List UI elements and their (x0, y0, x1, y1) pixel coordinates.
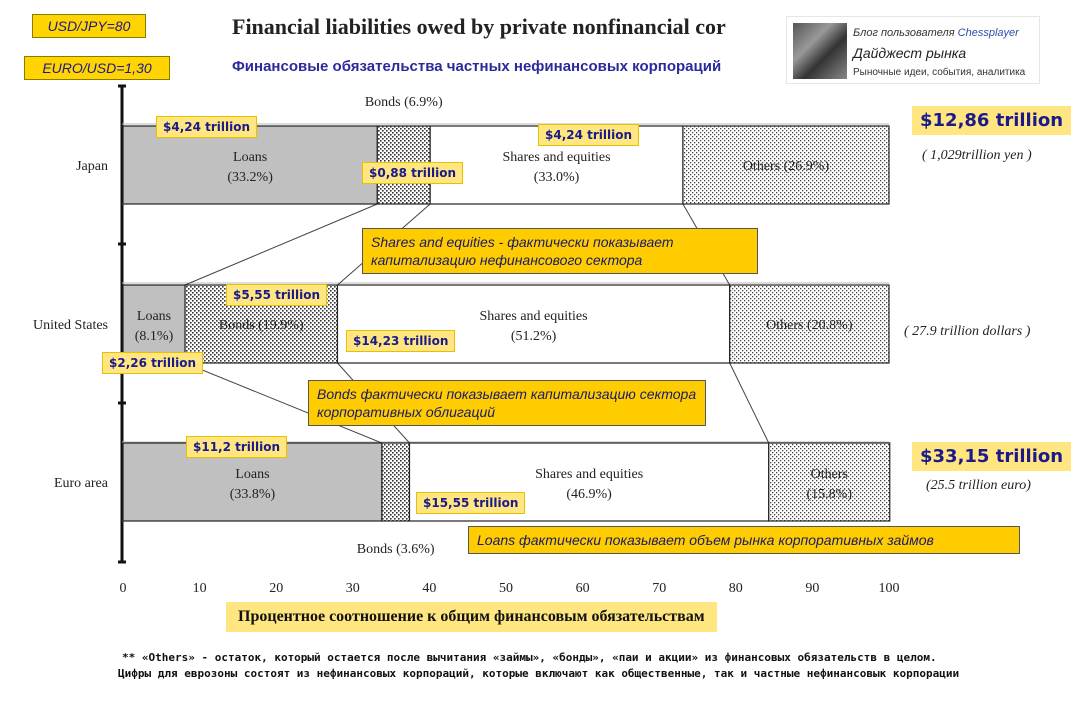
x-tick-label-100: 100 (878, 581, 900, 596)
blog-user-line: Блог пользователя Chessplayer (853, 27, 1019, 39)
tag-japan-shares: $4,24 trillion (538, 124, 639, 146)
footnote-euro: Цифры для еврозоны состоят из нефинансовых корпораций, которые включают как общественные, так и частные нефинансовык корпорации (118, 667, 960, 680)
x-tick-label-30: 30 (345, 581, 360, 596)
tag-us-shares: $14,23 trillion (346, 330, 455, 352)
connector-0-1 (185, 204, 377, 285)
blog-user-link[interactable]: Chessplayer (957, 27, 1019, 39)
x-tick-label-0: 0 (119, 581, 127, 596)
x-tick-label-40: 40 (422, 581, 437, 596)
total-japan-local: ( 1,029trillion yen ) (922, 148, 1032, 163)
total-euro-local: (25.5 trillion euro) (926, 478, 1031, 493)
x-tick-label-70: 70 (652, 581, 667, 596)
x-tick-label-60: 60 (575, 581, 590, 596)
bar-label-euro-area-others: Others (810, 467, 848, 482)
tag-euro-shares: $15,55 trillion (416, 492, 525, 514)
bar-label-united-states-shares-and-equities-pct: (51.2%) (510, 329, 557, 344)
bar-label-united-states-bonds: Bonds (19.9%) (218, 318, 304, 333)
bar-label-japan-others: Others (26.9%) (742, 159, 830, 174)
bar-euro-area-bonds (382, 443, 410, 521)
bar-label-euro-area-shares-and-equities: Shares and equities (535, 467, 644, 482)
euro-usd-rate: EURO/USD=1,30 (24, 56, 170, 80)
bar-label-euro-area-loans: Loans (235, 467, 270, 482)
tag-japan-bonds: $0,88 trillion (362, 162, 463, 184)
bar-label-euro-area-shares-and-equities-pct: (46.9%) (566, 487, 612, 502)
bar-label-euro-area-loans-pct: (33.8%) (229, 487, 276, 502)
x-axis-label: Процентное соотношение к общим финансовым обязательствам (226, 602, 717, 632)
total-japan: $12,86 trillion (912, 106, 1071, 135)
footnote (118, 650, 1018, 682)
tag-us-bonds: $5,55 trillion (226, 284, 327, 306)
chart-title: Financial liabilities owed by private nonfinancial cor (232, 14, 726, 39)
bar-label-japan-loans-pct: (33.2%) (227, 170, 273, 185)
total-us-local: ( 27.9 trillion dollars ) (904, 324, 1031, 339)
tag-euro-loans: $11,2 trillion (186, 436, 287, 458)
usd-jpy-rate: USD/JPY=80 (32, 14, 146, 38)
bar-label-japan-shares-and-equities-pct: (33.0%) (533, 170, 580, 185)
bar-label-united-states-loans-pct: (8.1%) (134, 329, 174, 344)
bar-label-japan-shares-and-equities: Shares and equities (502, 150, 611, 165)
bar-euro-area-others (769, 443, 890, 521)
bar-label-japan-loans: Loans (233, 150, 268, 165)
blog-tagline: Рыночные идеи, события, аналитика (853, 67, 1026, 78)
tag-us-loans: $2,26 trillion (102, 352, 203, 374)
tag-japan-loans: $4,24 trillion (156, 116, 257, 138)
note-loans: Loans фактически показывает объем рынка корпоративных займов (468, 526, 1020, 554)
bar-label-united-states-others: Others (20.8%) (766, 318, 853, 333)
x-tick-label-80: 80 (728, 581, 743, 596)
connector-1-3 (730, 363, 769, 443)
bar-label-euro-area-others-pct: (15.8%) (806, 487, 853, 502)
note-bonds: Bonds фактически показывает капитализацию сектора корпоративных облигаций (308, 380, 706, 426)
x-tick-label-90: 90 (805, 581, 820, 596)
footnote-others: ** «Others» - остаток, который остается после вычитания «займы», «бонды», «паи и акции» из финансовых обязательств в целом. (122, 651, 937, 664)
x-tick-label-20: 20 (269, 581, 284, 596)
row-label-japan: Japan (76, 159, 108, 174)
total-euro: $33,15 trillion (912, 442, 1071, 471)
bar-label-japan-bonds: Bonds (6.9%) (364, 95, 443, 110)
row-label-euro-area: Euro area (53, 476, 108, 491)
blog-name: Дайджест рынка (853, 45, 967, 61)
x-tick-label-10: 10 (192, 581, 207, 596)
bar-label-united-states-loans: Loans (136, 309, 172, 324)
row-label-united-states: United States (32, 318, 108, 333)
chart-subtitle: Финансовые обязательства частных нефинансовых корпораций (232, 58, 722, 75)
x-tick-label-50: 50 (499, 581, 513, 596)
bar-label-euro-area-bonds: Bonds (3.6%) (356, 542, 435, 557)
bar-label-united-states-shares-and-equities: Shares and equities (479, 309, 588, 324)
note-shares: Shares and equities - фактически показывает капитализацию нефинансового сектора (362, 228, 758, 274)
